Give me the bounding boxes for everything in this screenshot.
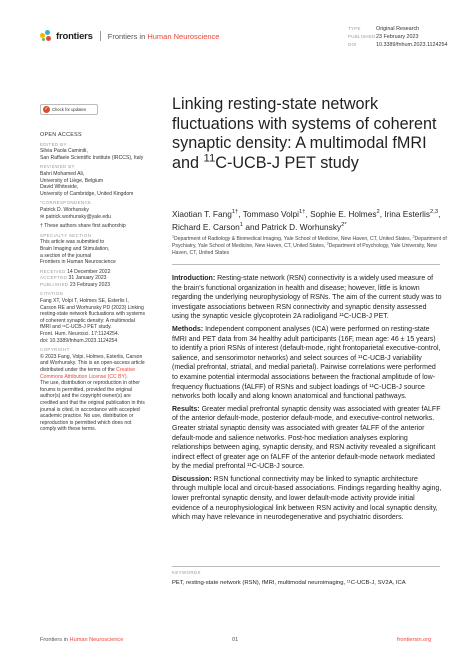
footer-journal: Frontiers in Human Neuroscience: [40, 637, 124, 643]
brand-name: frontiers: [56, 30, 93, 42]
divider: [172, 566, 440, 567]
correspondence-email-link[interactable]: ✉ patrick.worhunsky@yale.edu: [40, 213, 111, 220]
article-title: Linking resting-state network fluctuations with systems of coherent synaptic density: A multimodal fMRI and $^{11}$C-UCB-J PET study: [172, 95, 437, 172]
meta-doi: DOI 10.3389/fnhum.2023.1124254: [348, 42, 448, 48]
open-access-label: OPEN ACCESS: [40, 132, 82, 138]
header-divider: [100, 31, 101, 41]
article-meta: [348, 25, 448, 49]
abstract-methods: Methods: Independent component analyses (ICA) were performed on resting-state fMRI and PET data from 34 healthy adult participants (16F, mean age: 46 ± 15 years) to identify a priori RSNs of interest (default-mode, right frontoparietal executive-control, salience, and sensorimotor networks) and select sources of ¹¹C-UCB-J variability (medial prefrontal, striatal, and medial parietal). Pairwise correlations were performed to examine potential intermodal associations between the fractional amplitude of low-frequency fluctuations (fALFF) of RSNs and subject loadings of ¹¹C-UCB-J source networks both locally and along known anatomical and functional pathways.: [172, 325, 441, 401]
author[interactable]: Richard E. Carson$^1$: [172, 221, 244, 232]
meta-type: TYPE Original Research: [348, 26, 420, 32]
citation: CITATION Fang XT, Volpi T, Holmes SE, Esterlis I, Carson RE and Worhunsky PD (2023) Linking resting-state network fluctuations with systems of coherent synaptic density: A multimodal fMRI and ¹¹C-UCB-J PET study. Front. Hum. Neurosci. 17:1124254. doi: 10.3389/fnhum.2023.1124254: [40, 291, 146, 344]
cc-by-license-link-cont[interactable]: Commons Attribution License (CC BY).: [40, 373, 129, 380]
frontiers-logo-icon: [40, 30, 52, 42]
author[interactable]: Tommaso Volpi$^{1\dagger}$: [242, 209, 306, 219]
divider: [172, 264, 440, 265]
abstract-discussion: Discussion: RSN functional connectivity may be linked to synaptic architecture through multiple local and circuit-based associations. Findings regarding healthy aging, lower prefrontal synaptic density, and lower default-mode activity provide initial evidence of a neurophysiological link between RSN activity and local synaptic density, which may have relevance in neurodegenerative and psychiatric disorders.: [172, 475, 442, 522]
author[interactable]: Sophie E. Holmes$^2$: [310, 209, 380, 219]
author[interactable]: Patrick D. Worhunsky$^{2*}$: [261, 221, 347, 232]
abstract-introduction: Introduction: Resting-state network (RSN) connectivity is a widely used measure of the brain's functional organization in health and disease; however, little is known regarding the underlying neurophysiology of RSNs. The aim of the current study was to investigate associations between RSN connectivity and synaptic density assessed using the synaptic vesicle glycoprotein 2A radioligand ¹¹C-UCB-J PET.: [172, 275, 442, 321]
edited-by: EDITED BY Silvia Paola Caminiti, San Raffaele Scientific Institute (IRCCS), Italy: [40, 141, 144, 161]
page-number: 01: [232, 637, 239, 643]
keywords: PET, resting-state network (RSN), fMRI, multimodal neuroimaging, ¹¹C-UCB-J, SV2A, ICA: [172, 580, 406, 586]
abstract-results: Results: Greater medial prefrontal synaptic density was associated with greater fALFF of the anterior default-mode, posterior default-mode, and executive-control networks. Greater striatal synaptic density was associated with greater fALFF of the anterior default-mode and salience networks. Post-hoc mediation analyses exploring relationships between aging, synaptic density, and RSN activity revealed a significant indirect effect of greater age on fALFF of the anterior default-mode network mediated by the medial prefrontal ¹¹C-UCB-J source.: [172, 405, 441, 471]
meta-published: PUBLISHED23 February 2023: [348, 34, 419, 40]
check-for-updates-button[interactable]: [40, 104, 98, 115]
site-link[interactable]: frontiersin.org: [397, 637, 432, 643]
correspondence: *CORRESPONDENCE Patrick D. Worhunsky ✉ patrick.worhunsky@yale.edu: [40, 200, 148, 220]
abstract: [172, 274, 442, 526]
check-updates-icon: ✓: [44, 106, 49, 112]
author[interactable]: Irina Esterlis$^{2,3}$: [384, 209, 439, 219]
article-sidebar: [40, 132, 148, 436]
frontiers-logo[interactable]: [40, 30, 219, 42]
author-list: Xiaotian T. Fang$^{1\dagger}$, Tommaso Volpi$^{1\dagger}$, Sophie E. Holmes$^2$, Irina Esterlis$^{2,3}$, Richard E. Carson$^1$ and Patrick D. Worhunsky$^{2*}$: [172, 209, 441, 232]
check-updates-label: Check for updates: [52, 107, 86, 112]
specialty-section: SPECIALTY SECTION This article was submitted to Brain Imaging and Stimulation, a section of the journal Frontiers in Human Neuroscience: [40, 232, 116, 266]
affiliations: $^1$Department of Radiology & Biomedical Imaging, Yale School of Medicine, New Haven, CT, United States, $^2$Department of Psychiatry, Yale School of Medicine, New Haven, CT, United States, $^3$Department of Psychology, Yale University, New Haven, CT, United States: [172, 234, 447, 256]
keywords-label: KEYWORDS: [172, 570, 201, 575]
author[interactable]: Xiaotian T. Fang$^{1\dagger}$: [172, 209, 239, 219]
journal-name: Frontiers in Human Neuroscience: [107, 31, 220, 41]
copyright: COPYRIGHT © 2023 Fang, Volpi, Holmes, Esterlis, Carson and Worhunsky. This is an open-access article distributed under the terms of the Creative Commons Attribution License (CC BY). The use, distribution or reproduction in other forums is permitted, provided the original author(s) and the copyright owner(s) are credited and that the original publication in this journal is cited, in accordance with accepted academic practice. No use, distribution or reproduction is permitted which does not comply with these terms.: [40, 347, 148, 433]
article-dates: RECEIVED 14 December 2022 ACCEPTED 31 January 2023 PUBLISHED 23 February 2023: [40, 268, 111, 288]
cc-by-license-link[interactable]: Creative: [116, 367, 136, 373]
reviewed-by: REVIEWED BY Bahri Mohamed Ali, University of Liège, Belgium David Whiteside, University of Cambridge, United Kingdom: [40, 164, 134, 197]
authorship-note: † These authors share first authorship: [40, 223, 126, 230]
